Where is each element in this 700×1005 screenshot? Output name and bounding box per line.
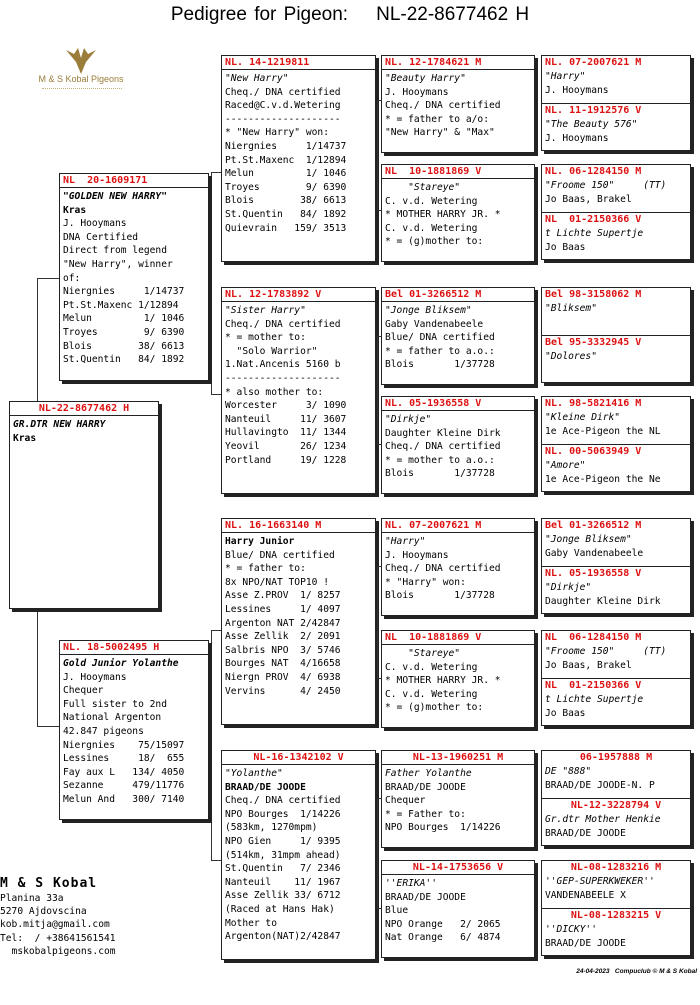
g3-ring: NL 10-1881869 V: [382, 631, 534, 645]
g4-line-name: DE "888": [545, 766, 592, 777]
sd-line: 1.Nat.Ancenis 5160 b: [225, 359, 341, 371]
sd-line: Portland 19/ 1228: [225, 454, 347, 466]
ds-line: Salbris NPO 3/ 5746: [225, 644, 341, 656]
sd-line: Hullavingto 11/ 1344: [225, 427, 347, 439]
dam-line: Full sister to 2nd: [63, 698, 167, 710]
g4-line-name: t Lichte Supertje: [545, 228, 644, 239]
connector: [377, 566, 378, 678]
g3-line: * = (g)mother to:: [385, 236, 484, 248]
page-title: [0, 4, 700, 26]
contact-address: Planina 33a: [0, 893, 64, 904]
connector: [377, 798, 381, 799]
g4-ancestor[interactable]: [542, 566, 690, 614]
g4-ring: Bel 01-3266512 M: [545, 520, 642, 531]
g4-ancestor[interactable]: [542, 288, 690, 335]
connector: [37, 278, 38, 415]
g3-line: NPO Bourges 1/14226: [385, 822, 501, 834]
g4-ring: NL. 05-1936558 V: [545, 568, 642, 579]
g4-ring: NL 01-2150366 V: [545, 680, 642, 691]
g3-line: "Stareye": [385, 182, 461, 193]
g4-ancestor[interactable]: [542, 444, 690, 492]
connector: [377, 798, 378, 908]
dam-line: 42.847 pigeons: [63, 725, 144, 737]
dd-line: Argenton(NAT)2/42847: [225, 931, 341, 943]
g4-pair-box: [541, 164, 691, 260]
g4-ancestor[interactable]: [542, 861, 690, 908]
g4-line-owner: BRAAD/DE JOODE-N. P: [545, 779, 655, 791]
sire-sire-box[interactable]: [221, 55, 376, 262]
ss-line: Raced@C.v.d.Wetering: [225, 100, 341, 112]
dam-line: Lessines 18/ 655: [63, 753, 185, 765]
g4-ring: NL 06-1284150 M: [545, 632, 642, 643]
g4-line-name: "Dolores": [545, 351, 597, 362]
g4-line-name: "Jonge Bliksem": [545, 534, 632, 545]
g4-pair-box: [541, 287, 691, 383]
logo: [26, 44, 136, 100]
g3-line: * MOTHER HARRY JR. *: [385, 209, 501, 221]
g3-line: Daughter Kleine Dirk: [385, 427, 501, 439]
contact-block: [0, 875, 170, 958]
g4-ring: NL. 11-1912576 V: [545, 105, 642, 116]
g4-ancestor[interactable]: [542, 212, 690, 260]
sire-box[interactable]: [59, 173, 209, 381]
g4-line-name: "Bliksem": [545, 303, 597, 314]
contact-city: 5270 Ajdovscina: [0, 906, 87, 918]
sd-line: --------------------: [225, 372, 341, 384]
sire-line: Direct from legend: [63, 245, 167, 257]
g3-line: Blue/ DNA certified: [385, 332, 495, 344]
sd-line: Cheq./ DNA certified: [225, 318, 341, 330]
g3-line: * = Father to:: [385, 808, 466, 820]
g4-line-owner: Jo Baas: [545, 707, 586, 719]
g3-box[interactable]: [381, 860, 535, 958]
g4-ring: NL-12-3228794 V: [570, 800, 662, 811]
ss-line: Pt.St.Maxenc 1/12894: [225, 154, 347, 166]
sire-line: J. Hooymans: [63, 218, 127, 230]
g3-line: ''ERIKA'': [385, 878, 437, 889]
sire-line: Blois 38/ 6613: [63, 340, 185, 352]
logo-brand: M & S Kobal Pigeons: [38, 74, 124, 84]
g4-line-owner: Jo Baas, Brakel: [545, 193, 632, 205]
ss-line: --------------------: [225, 113, 341, 125]
dam-sire-ring: NL. 16-1663140 M: [222, 519, 375, 533]
g4-line-name: "Kleine Dirk": [545, 412, 621, 423]
g4-pair-box: [541, 518, 691, 614]
g4-ring: NL. 98-5821416 M: [545, 398, 642, 409]
g4-ancestor[interactable]: [542, 103, 690, 151]
subject-box[interactable]: [9, 401, 159, 609]
sire-line: "GOLDEN NEW HARRY": [63, 191, 167, 202]
g4-line-owner: VANDENABEELE X: [545, 889, 626, 901]
g4-line-owner: Gaby Vandenabeele: [545, 547, 644, 559]
g3-ring: NL-14-1753656 V: [382, 861, 534, 875]
g4-line-name: ''DICKY'': [545, 924, 597, 935]
ss-line: Troyes 9/ 6390: [225, 181, 347, 193]
g3-line: C. v.d. Wetering: [385, 222, 478, 234]
g4-ancestor[interactable]: [542, 798, 690, 846]
g4-line-owner: J. Hooymans: [545, 132, 609, 144]
g4-ring: Bel 98-3158062 M: [545, 289, 642, 300]
ss-line: "New Harry": [225, 73, 289, 84]
ds-line: Asse Zellik 2/ 2091: [225, 631, 341, 643]
dam-line: Chequer: [63, 685, 104, 697]
g4-ancestor[interactable]: [542, 397, 690, 444]
ss-line: Cheq./ DNA certified: [225, 86, 341, 98]
g3-line: Blois 1/37728: [385, 590, 495, 602]
g3-line: Blue: [385, 905, 409, 917]
sd-line: Worcester 3/ 1090: [225, 400, 347, 412]
connector: [377, 444, 381, 445]
sire-line: Troyes 9/ 6390: [63, 326, 185, 338]
ds-line: Vervins 4/ 2450: [225, 685, 341, 697]
sd-line: Yeovil 26/ 1234: [225, 440, 347, 452]
ds-line: 8x NPO/NAT TOP10 !: [225, 576, 329, 588]
g3-line: Blois 1/37728: [385, 468, 495, 480]
contact-name: M & S Kobal: [0, 876, 98, 891]
g3-ring: Bel 01-3266512 M: [382, 288, 534, 302]
contact-phone: Tel: / +38641561541: [0, 932, 116, 944]
ds-line: * = father to:: [225, 563, 306, 575]
g4-ancestor[interactable]: [542, 56, 690, 103]
ss-line: Niergnies 1/14737: [225, 140, 347, 152]
dd-line: St.Quentin 7/ 2346: [225, 863, 341, 875]
g3-ring: NL-13-1960251 M: [382, 751, 534, 765]
g3-line: "Harry": [385, 536, 426, 547]
g4-ring: NL 01-2150366 V: [545, 214, 642, 225]
sd-line: "Sister Harry": [225, 305, 306, 316]
ss-line: Melun 1/ 1046: [225, 168, 347, 180]
connector: [377, 210, 381, 211]
g4-line-owner: 1e Ace-Pigeon the NL: [545, 425, 661, 437]
dd-line: NPO Gien 1/ 9395: [225, 835, 341, 847]
footer-credit: 24-04-2023 Compuclub © M & S Kobal: [576, 968, 697, 975]
dd-line: BRAAD/DE JOODE: [225, 781, 306, 793]
g3-line: BRAAD/DE JOODE: [385, 781, 466, 793]
g4-line-name: Gr.dtr Mother Henkie: [545, 814, 661, 825]
g3-line: "Stareye": [385, 648, 461, 659]
g3-line: Cheq./ DNA certified: [385, 100, 501, 112]
contact-email[interactable]: kob.mitja@gmail.com: [0, 919, 110, 931]
ss-line: Blois 38/ 6613: [225, 195, 347, 207]
dd-line: Nanteuil 11/ 1967: [225, 876, 341, 888]
connector: [377, 678, 381, 679]
g4-ring: NL-08-1283216 M: [570, 862, 662, 873]
ss-line: * "New Harry" won:: [225, 127, 329, 139]
connector: [211, 860, 221, 861]
g4-ring: 06-1957888 M: [579, 752, 653, 763]
g3-line: * = mother to a.o.:: [385, 454, 495, 466]
g3-line: J. Hooymans: [385, 549, 449, 561]
g3-line: Nat Orange 6/ 4874: [385, 932, 501, 944]
g4-ancestor[interactable]: [542, 751, 690, 798]
dam-line: Gold Junior Yolanthe: [63, 658, 179, 669]
g3-ring: NL. 07-2007621 M: [382, 519, 534, 533]
g4-pair-box: [541, 750, 691, 846]
g4-line-owner: Jo Baas: [545, 241, 586, 253]
g3-box[interactable]: [381, 396, 535, 494]
sire-line: Niergnies 1/14737: [63, 286, 185, 298]
dd-line: (583km, 1270mpm): [225, 822, 318, 834]
g3-box[interactable]: [381, 287, 535, 385]
g4-pair-box: [541, 860, 691, 956]
dam-line: Fay aux L 134/ 4050: [63, 766, 185, 778]
dd-line: Mother to: [225, 917, 277, 929]
g4-ancestor[interactable]: [542, 519, 690, 566]
connector: [377, 908, 381, 909]
g3-line: C. v.d. Wetering: [385, 661, 478, 673]
g3-line: "Jonge Bliksem": [385, 305, 472, 316]
g4-line-name: "Amore": [545, 460, 586, 471]
g4-ancestor[interactable]: [542, 678, 690, 726]
g4-line-name: "Harry": [545, 71, 586, 82]
sire-line: of:: [63, 272, 81, 284]
dam-line: National Argenton: [63, 712, 162, 724]
subject-ring: NL-22-8677462 H: [10, 402, 158, 416]
g3-line: * = father to a/o:: [385, 113, 489, 125]
g4-ancestor[interactable]: [542, 908, 690, 956]
g3-line: Cheq./ DNA certified: [385, 441, 501, 453]
g3-ring: NL. 05-1936558 V: [382, 397, 534, 411]
dd-line: Cheq./ DNA certified: [225, 795, 341, 807]
g4-line-name: t Lichte Supertje: [545, 694, 644, 705]
g3-ring: NL. 12-1784621 M: [382, 56, 534, 70]
g3-box[interactable]: [381, 55, 535, 153]
g3-line: * = (g)mother to:: [385, 702, 484, 714]
dam-ring: NL. 18-5002495 H: [60, 641, 208, 655]
subject-name: GR.DTR NEW HARRY: [13, 419, 106, 430]
g3-line: * MOTHER HARRY JR. *: [385, 675, 501, 687]
sd-line: "Solo Warrior": [225, 345, 318, 357]
g4-ring: NL-08-1283215 V: [570, 910, 662, 921]
sire-sire-ring: NL. 14-1219811: [222, 56, 375, 70]
sire-line: Melun 1/ 1046: [63, 313, 185, 325]
ds-line: Harry Junior: [225, 536, 295, 547]
dd-line: "Yolanthe": [225, 768, 283, 779]
title-prefix: Pedigree for Pigeon:: [170, 4, 349, 25]
g4-ring: Bel 95-3332945 V: [545, 337, 642, 348]
sire-dam-box[interactable]: [221, 287, 376, 494]
ds-line: Niergn PROV 4/ 6938: [225, 671, 341, 683]
subject-owner: Kras: [13, 432, 37, 444]
g4-line-name: "The Beauty 576": [545, 119, 638, 130]
sire-line: Pt.St.Maxenc 1/12894: [63, 299, 179, 311]
g3-ring: NL 10-1881869 V: [382, 165, 534, 179]
g4-line-owner: BRAAD/DE JOODE: [545, 827, 626, 839]
g3-line: Father Yolanthe: [385, 768, 472, 779]
dam-dam-ring: NL-16-1342102 V: [222, 751, 375, 765]
ds-line: Bourges NAT 4/16658: [225, 658, 341, 670]
g3-line: J. Hooymans: [385, 86, 449, 98]
connector: [37, 726, 59, 727]
g4-pair-box: [541, 396, 691, 492]
g4-ancestor[interactable]: [542, 335, 690, 383]
dd-line: (Raced at Hans Hak): [225, 903, 335, 915]
ds-line: Lessines 1/ 4097: [225, 603, 341, 615]
g3-box[interactable]: [381, 630, 535, 728]
g3-box[interactable]: [381, 750, 535, 848]
dam-line: Sezanne 479/11776: [63, 780, 185, 792]
g4-ancestor[interactable]: [542, 631, 690, 678]
g3-line: Gaby Vandenabeele: [385, 318, 484, 330]
connector: [377, 100, 381, 101]
g3-line: Chequer: [385, 795, 426, 807]
ds-line: Argenton NAT 2/42847: [225, 617, 341, 629]
g3-box[interactable]: [381, 164, 535, 262]
connector: [211, 630, 221, 631]
connector: [377, 566, 381, 567]
connector: [211, 394, 221, 395]
connector: [37, 278, 59, 279]
g3-line: NPO Orange 2/ 2065: [385, 918, 501, 930]
sire-line: "New Harry", winner: [63, 258, 173, 270]
ds-line: Asse Z.PROV 1/ 8257: [225, 590, 341, 602]
sire-line: St.Quentin 84/ 1892: [63, 354, 185, 366]
pigeon-logo-icon: [26, 44, 136, 76]
g3-box[interactable]: [381, 518, 535, 616]
dd-line: Asse Zellik 33/ 6712: [225, 890, 341, 902]
g3-line: "Dirkje": [385, 414, 432, 425]
dam-box[interactable]: [59, 640, 209, 820]
g4-ring: NL. 07-2007621 M: [545, 57, 642, 68]
sd-line: Nanteuil 11/ 3607: [225, 413, 347, 425]
connector: [377, 336, 381, 337]
g4-ring: NL. 00-5063949 V: [545, 446, 642, 457]
sd-line: * also mother to:: [225, 386, 324, 398]
sire-line: Kras: [63, 204, 87, 216]
g4-ancestor[interactable]: [542, 165, 690, 212]
connector: [211, 172, 212, 394]
g4-line-owner: BRAAD/DE JOODE: [545, 937, 626, 949]
g4-line-owner: 1e Ace-Pigeon the Ne: [545, 473, 661, 485]
g3-line: * = father to a.o.:: [385, 345, 495, 357]
g3-line: BRAAD/DE JOODE: [385, 891, 466, 903]
dd-line: (514km, 31mpm ahead): [225, 849, 341, 861]
g3-line: * "Harry" won:: [385, 576, 466, 588]
g4-line-name: "Dirkje": [545, 582, 592, 593]
dam-dam-box[interactable]: [221, 750, 376, 960]
ds-line: Blue/ DNA certified: [225, 549, 335, 561]
g4-line-name: "Froome 150" (TT): [545, 646, 667, 657]
sire-line: DNA Certified: [63, 231, 139, 243]
sd-line: * = mother to:: [225, 332, 306, 344]
title-ring: NL-22-8677462 H: [376, 4, 530, 25]
connector: [37, 608, 38, 726]
ss-line: Quievrain 159/ 3513: [225, 222, 347, 234]
g4-pair-box: [541, 55, 691, 151]
g3-line: Blois 1/37728: [385, 359, 495, 371]
g3-line: C. v.d. Wetering: [385, 688, 478, 700]
g4-line-owner: J. Hooymans: [545, 84, 609, 96]
g4-line-name: ''GEP-SUPERKWEKER'': [545, 876, 655, 887]
connector: [211, 630, 212, 860]
dam-line: J. Hooymans: [63, 671, 127, 683]
g4-ring: NL. 06-1284150 M: [545, 166, 642, 177]
g3-line: Cheq./ DNA certified: [385, 563, 501, 575]
g4-line-owner: Jo Baas, Brakel: [545, 659, 632, 671]
sire-ring: NL 20-1609171: [60, 174, 208, 188]
g4-line-name: "Froome 150" (TT): [545, 180, 667, 191]
g4-pair-box: [541, 630, 691, 726]
connector: [211, 172, 221, 173]
sire-dam-ring: NL. 12-1783892 V: [222, 288, 375, 302]
connector: [377, 336, 378, 444]
contact-website[interactable]: mskobalpigeons.com: [0, 945, 116, 957]
connector: [377, 100, 378, 210]
g3-line: "New Harry" & "Max": [385, 127, 495, 139]
g4-line-owner: Daughter Kleine Dirk: [545, 595, 661, 607]
ss-line: St.Quentin 84/ 1892: [225, 208, 347, 220]
dam-sire-box[interactable]: [221, 518, 376, 725]
g3-line: C. v.d. Wetering: [385, 195, 478, 207]
dam-line: Niergnies 75/15097: [63, 739, 185, 751]
dd-line: NPO Bourges 1/14226: [225, 808, 341, 820]
logo-tagline-divider: [42, 88, 122, 91]
g3-line: "Beauty Harry": [385, 73, 466, 84]
dam-line: Melun And 300/ 7140: [63, 793, 185, 805]
